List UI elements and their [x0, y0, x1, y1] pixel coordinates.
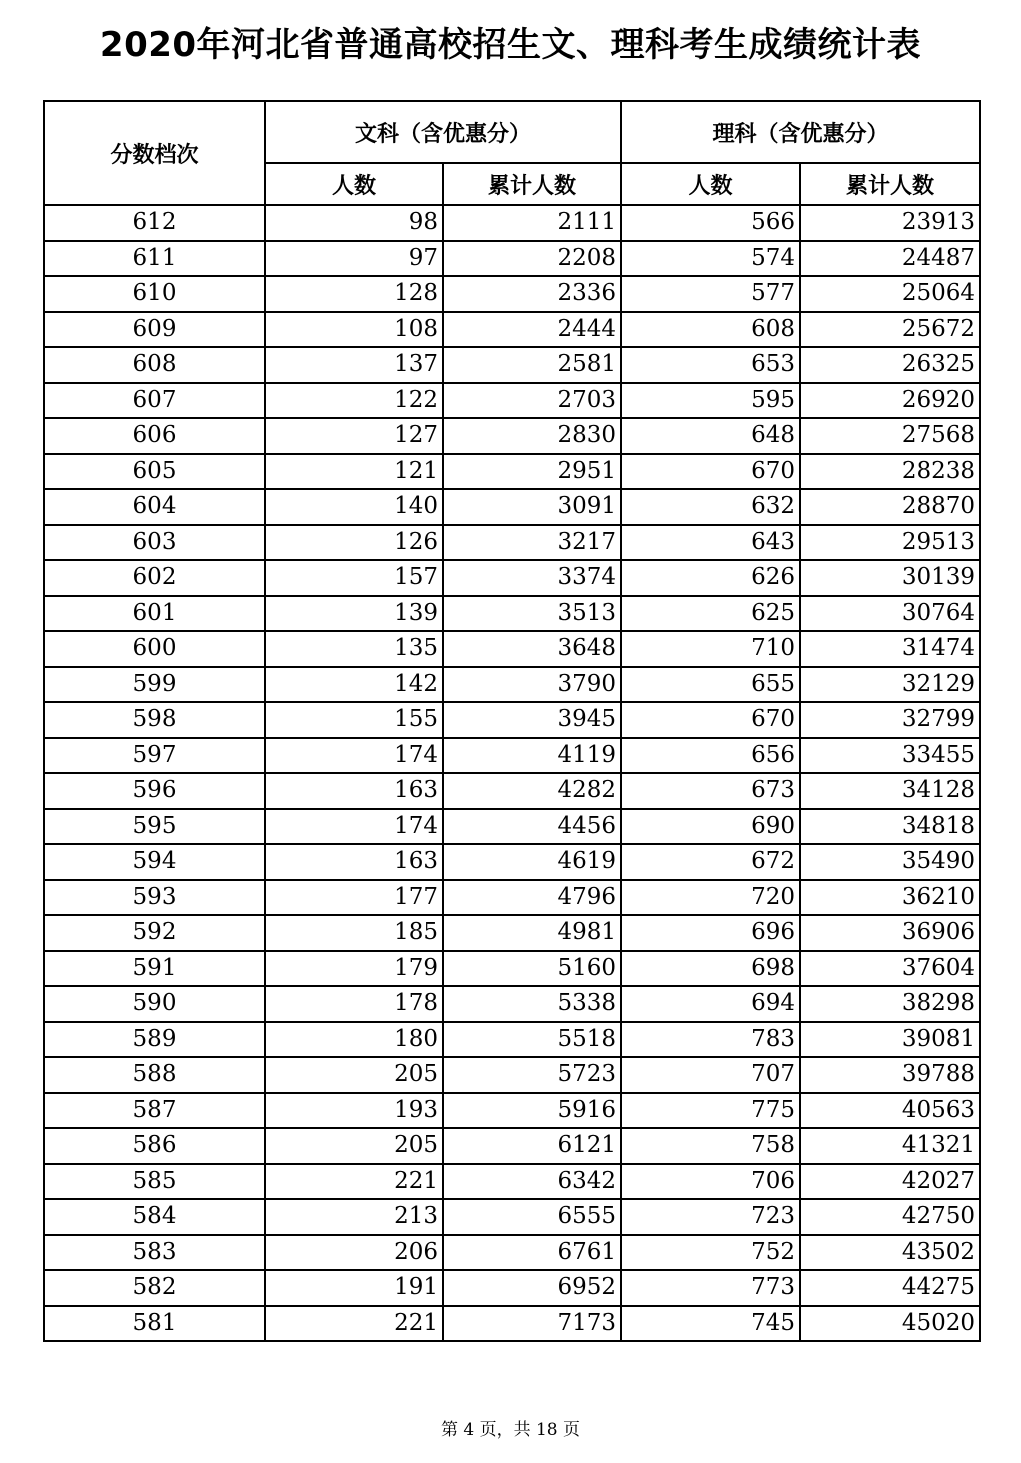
table-row	[44, 631, 980, 667]
cell-science-cumulative: 28238	[800, 454, 980, 490]
header-science-group: 理科（含优惠分）	[621, 101, 980, 163]
cell-science-count: 698	[621, 951, 800, 987]
cell-science-count: 773	[621, 1270, 800, 1306]
cell-arts-count: 206	[265, 1235, 443, 1271]
cell-arts-cumulative: 5160	[443, 951, 621, 987]
table-row	[44, 702, 980, 738]
cell-science-count: 566	[621, 205, 800, 241]
cell-arts-cumulative: 2830	[443, 418, 621, 454]
cell-science-count: 696	[621, 915, 800, 951]
cell-arts-count: 180	[265, 1022, 443, 1058]
cell-score: 609	[44, 312, 265, 348]
cell-science-cumulative: 30139	[800, 560, 980, 596]
cell-score: 585	[44, 1164, 265, 1200]
cell-science-cumulative: 26920	[800, 383, 980, 419]
table-row	[44, 667, 980, 703]
cell-science-count: 670	[621, 454, 800, 490]
cell-science-count: 608	[621, 312, 800, 348]
cell-arts-cumulative: 3790	[443, 667, 621, 703]
table-row	[44, 844, 980, 880]
cell-science-cumulative: 36906	[800, 915, 980, 951]
cell-science-cumulative: 27568	[800, 418, 980, 454]
cell-arts-cumulative: 2336	[443, 276, 621, 312]
cell-score: 591	[44, 951, 265, 987]
table-body	[44, 205, 980, 1341]
cell-science-count: 720	[621, 880, 800, 916]
cell-arts-count: 221	[265, 1164, 443, 1200]
table-row	[44, 560, 980, 596]
table-row	[44, 809, 980, 845]
cell-arts-count: 97	[265, 241, 443, 277]
cell-arts-count: 185	[265, 915, 443, 951]
cell-science-cumulative: 31474	[800, 631, 980, 667]
cell-science-count: 723	[621, 1199, 800, 1235]
cell-arts-cumulative: 2703	[443, 383, 621, 419]
cell-science-count: 752	[621, 1235, 800, 1271]
cell-score: 584	[44, 1199, 265, 1235]
header-science-count: 人数	[621, 163, 800, 205]
cell-science-count: 775	[621, 1093, 800, 1129]
cell-score: 603	[44, 525, 265, 561]
table-row	[44, 489, 980, 525]
cell-science-count: 625	[621, 596, 800, 632]
cell-arts-count: 155	[265, 702, 443, 738]
cell-arts-count: 142	[265, 667, 443, 703]
cell-score: 583	[44, 1235, 265, 1271]
score-statistics-table	[43, 100, 981, 1342]
cell-science-count: 745	[621, 1306, 800, 1342]
table-row	[44, 1093, 980, 1129]
cell-science-cumulative: 36210	[800, 880, 980, 916]
table-row	[44, 1022, 980, 1058]
table-row	[44, 241, 980, 277]
table-row	[44, 915, 980, 951]
cell-arts-count: 205	[265, 1128, 443, 1164]
cell-arts-count: 177	[265, 880, 443, 916]
cell-arts-count: 140	[265, 489, 443, 525]
cell-arts-cumulative: 5916	[443, 1093, 621, 1129]
cell-science-cumulative: 33455	[800, 738, 980, 774]
cell-score: 599	[44, 667, 265, 703]
cell-science-cumulative: 37604	[800, 951, 980, 987]
table-row	[44, 1235, 980, 1271]
cell-score: 601	[44, 596, 265, 632]
cell-arts-cumulative: 5518	[443, 1022, 621, 1058]
cell-arts-cumulative: 4619	[443, 844, 621, 880]
cell-arts-count: 157	[265, 560, 443, 596]
cell-arts-count: 221	[265, 1306, 443, 1342]
cell-arts-count: 163	[265, 844, 443, 880]
cell-arts-cumulative: 6761	[443, 1235, 621, 1271]
table-row	[44, 383, 980, 419]
cell-arts-cumulative: 4456	[443, 809, 621, 845]
cell-arts-count: 205	[265, 1057, 443, 1093]
cell-arts-count: 98	[265, 205, 443, 241]
cell-score: 598	[44, 702, 265, 738]
cell-arts-cumulative: 4796	[443, 880, 621, 916]
cell-science-count: 706	[621, 1164, 800, 1200]
cell-score: 582	[44, 1270, 265, 1306]
cell-arts-cumulative: 3648	[443, 631, 621, 667]
cell-arts-count: 191	[265, 1270, 443, 1306]
cell-arts-cumulative: 2581	[443, 347, 621, 383]
table-row	[44, 951, 980, 987]
cell-science-cumulative: 43502	[800, 1235, 980, 1271]
header-score-level: 分数档次	[44, 101, 265, 205]
page-footer: 第 4 页，共 18 页	[440, 1420, 581, 1440]
cell-arts-count: 163	[265, 773, 443, 809]
cell-science-cumulative: 40563	[800, 1093, 980, 1129]
cell-arts-count: 122	[265, 383, 443, 419]
cell-arts-cumulative: 6555	[443, 1199, 621, 1235]
cell-arts-count: 137	[265, 347, 443, 383]
cell-arts-cumulative: 3513	[443, 596, 621, 632]
cell-science-cumulative: 35490	[800, 844, 980, 880]
table-row	[44, 1057, 980, 1093]
cell-science-count: 626	[621, 560, 800, 596]
table-row	[44, 880, 980, 916]
cell-arts-cumulative: 2111	[443, 205, 621, 241]
table-row	[44, 986, 980, 1022]
cell-score: 606	[44, 418, 265, 454]
cell-science-count: 574	[621, 241, 800, 277]
table-row	[44, 1306, 980, 1342]
cell-score: 607	[44, 383, 265, 419]
cell-arts-count: 108	[265, 312, 443, 348]
cell-score: 596	[44, 773, 265, 809]
cell-arts-cumulative: 4119	[443, 738, 621, 774]
table-row	[44, 454, 980, 490]
cell-science-count: 707	[621, 1057, 800, 1093]
cell-science-count: 653	[621, 347, 800, 383]
cell-score: 592	[44, 915, 265, 951]
cell-science-cumulative: 25064	[800, 276, 980, 312]
cell-arts-count: 127	[265, 418, 443, 454]
cell-score: 597	[44, 738, 265, 774]
cell-score: 595	[44, 809, 265, 845]
cell-science-count: 690	[621, 809, 800, 845]
cell-score: 604	[44, 489, 265, 525]
cell-arts-count: 135	[265, 631, 443, 667]
cell-science-count: 595	[621, 383, 800, 419]
cell-score: 605	[44, 454, 265, 490]
cell-score: 593	[44, 880, 265, 916]
cell-arts-cumulative: 6121	[443, 1128, 621, 1164]
cell-science-count: 670	[621, 702, 800, 738]
table-row	[44, 525, 980, 561]
cell-arts-count: 121	[265, 454, 443, 490]
cell-score: 590	[44, 986, 265, 1022]
cell-science-count: 632	[621, 489, 800, 525]
cell-score: 587	[44, 1093, 265, 1129]
cell-arts-cumulative: 4981	[443, 915, 621, 951]
cell-arts-cumulative: 2444	[443, 312, 621, 348]
cell-arts-count: 213	[265, 1199, 443, 1235]
cell-science-cumulative: 34818	[800, 809, 980, 845]
cell-arts-cumulative: 6952	[443, 1270, 621, 1306]
cell-score: 586	[44, 1128, 265, 1164]
page-title: 2020年河北省普通高校招生文、理科考生成绩统计表	[99, 25, 922, 65]
cell-arts-cumulative: 3091	[443, 489, 621, 525]
table-row	[44, 596, 980, 632]
header-arts-group: 文科（含优惠分）	[265, 101, 621, 163]
header-science-cumulative: 累计人数	[800, 163, 980, 205]
cell-score: 612	[44, 205, 265, 241]
cell-arts-count: 139	[265, 596, 443, 632]
cell-arts-count: 179	[265, 951, 443, 987]
cell-science-cumulative: 30764	[800, 596, 980, 632]
cell-science-cumulative: 41321	[800, 1128, 980, 1164]
cell-science-cumulative: 26325	[800, 347, 980, 383]
cell-science-count: 672	[621, 844, 800, 880]
cell-score: 611	[44, 241, 265, 277]
cell-arts-cumulative: 3945	[443, 702, 621, 738]
cell-science-cumulative: 42027	[800, 1164, 980, 1200]
cell-arts-cumulative: 3217	[443, 525, 621, 561]
header-arts-cumulative: 累计人数	[443, 163, 621, 205]
cell-science-cumulative: 29513	[800, 525, 980, 561]
cell-score: 581	[44, 1306, 265, 1342]
header-arts-count: 人数	[265, 163, 443, 205]
cell-score: 588	[44, 1057, 265, 1093]
cell-science-cumulative: 45020	[800, 1306, 980, 1342]
cell-science-count: 643	[621, 525, 800, 561]
cell-science-count: 710	[621, 631, 800, 667]
cell-arts-cumulative: 2951	[443, 454, 621, 490]
cell-science-cumulative: 28870	[800, 489, 980, 525]
cell-science-cumulative: 42750	[800, 1199, 980, 1235]
cell-science-cumulative: 39788	[800, 1057, 980, 1093]
cell-arts-cumulative: 2208	[443, 241, 621, 277]
cell-arts-cumulative: 5338	[443, 986, 621, 1022]
cell-science-cumulative: 32129	[800, 667, 980, 703]
cell-science-cumulative: 38298	[800, 986, 980, 1022]
cell-score: 594	[44, 844, 265, 880]
cell-arts-count: 126	[265, 525, 443, 561]
cell-score: 610	[44, 276, 265, 312]
cell-arts-count: 128	[265, 276, 443, 312]
table-row	[44, 1128, 980, 1164]
cell-arts-count: 174	[265, 738, 443, 774]
cell-score: 608	[44, 347, 265, 383]
table-row	[44, 276, 980, 312]
cell-arts-count: 178	[265, 986, 443, 1022]
cell-score: 589	[44, 1022, 265, 1058]
cell-science-count: 656	[621, 738, 800, 774]
table-row	[44, 418, 980, 454]
table-row	[44, 1164, 980, 1200]
cell-arts-cumulative: 7173	[443, 1306, 621, 1342]
cell-science-count: 648	[621, 418, 800, 454]
cell-science-count: 758	[621, 1128, 800, 1164]
table-row	[44, 347, 980, 383]
cell-science-count: 694	[621, 986, 800, 1022]
cell-arts-count: 174	[265, 809, 443, 845]
cell-science-cumulative: 39081	[800, 1022, 980, 1058]
cell-arts-count: 193	[265, 1093, 443, 1129]
cell-science-cumulative: 25672	[800, 312, 980, 348]
cell-science-cumulative: 44275	[800, 1270, 980, 1306]
cell-science-count: 783	[621, 1022, 800, 1058]
cell-science-cumulative: 32799	[800, 702, 980, 738]
cell-science-cumulative: 24487	[800, 241, 980, 277]
cell-science-count: 655	[621, 667, 800, 703]
table-row	[44, 1199, 980, 1235]
cell-arts-cumulative: 6342	[443, 1164, 621, 1200]
cell-science-cumulative: 34128	[800, 773, 980, 809]
cell-arts-cumulative: 5723	[443, 1057, 621, 1093]
cell-arts-cumulative: 3374	[443, 560, 621, 596]
table-row	[44, 1270, 980, 1306]
cell-arts-cumulative: 4282	[443, 773, 621, 809]
table-row	[44, 205, 980, 241]
cell-score: 600	[44, 631, 265, 667]
table-row	[44, 738, 980, 774]
cell-science-cumulative: 23913	[800, 205, 980, 241]
cell-science-count: 577	[621, 276, 800, 312]
table-row	[44, 312, 980, 348]
table-row	[44, 773, 980, 809]
cell-score: 602	[44, 560, 265, 596]
cell-science-count: 673	[621, 773, 800, 809]
